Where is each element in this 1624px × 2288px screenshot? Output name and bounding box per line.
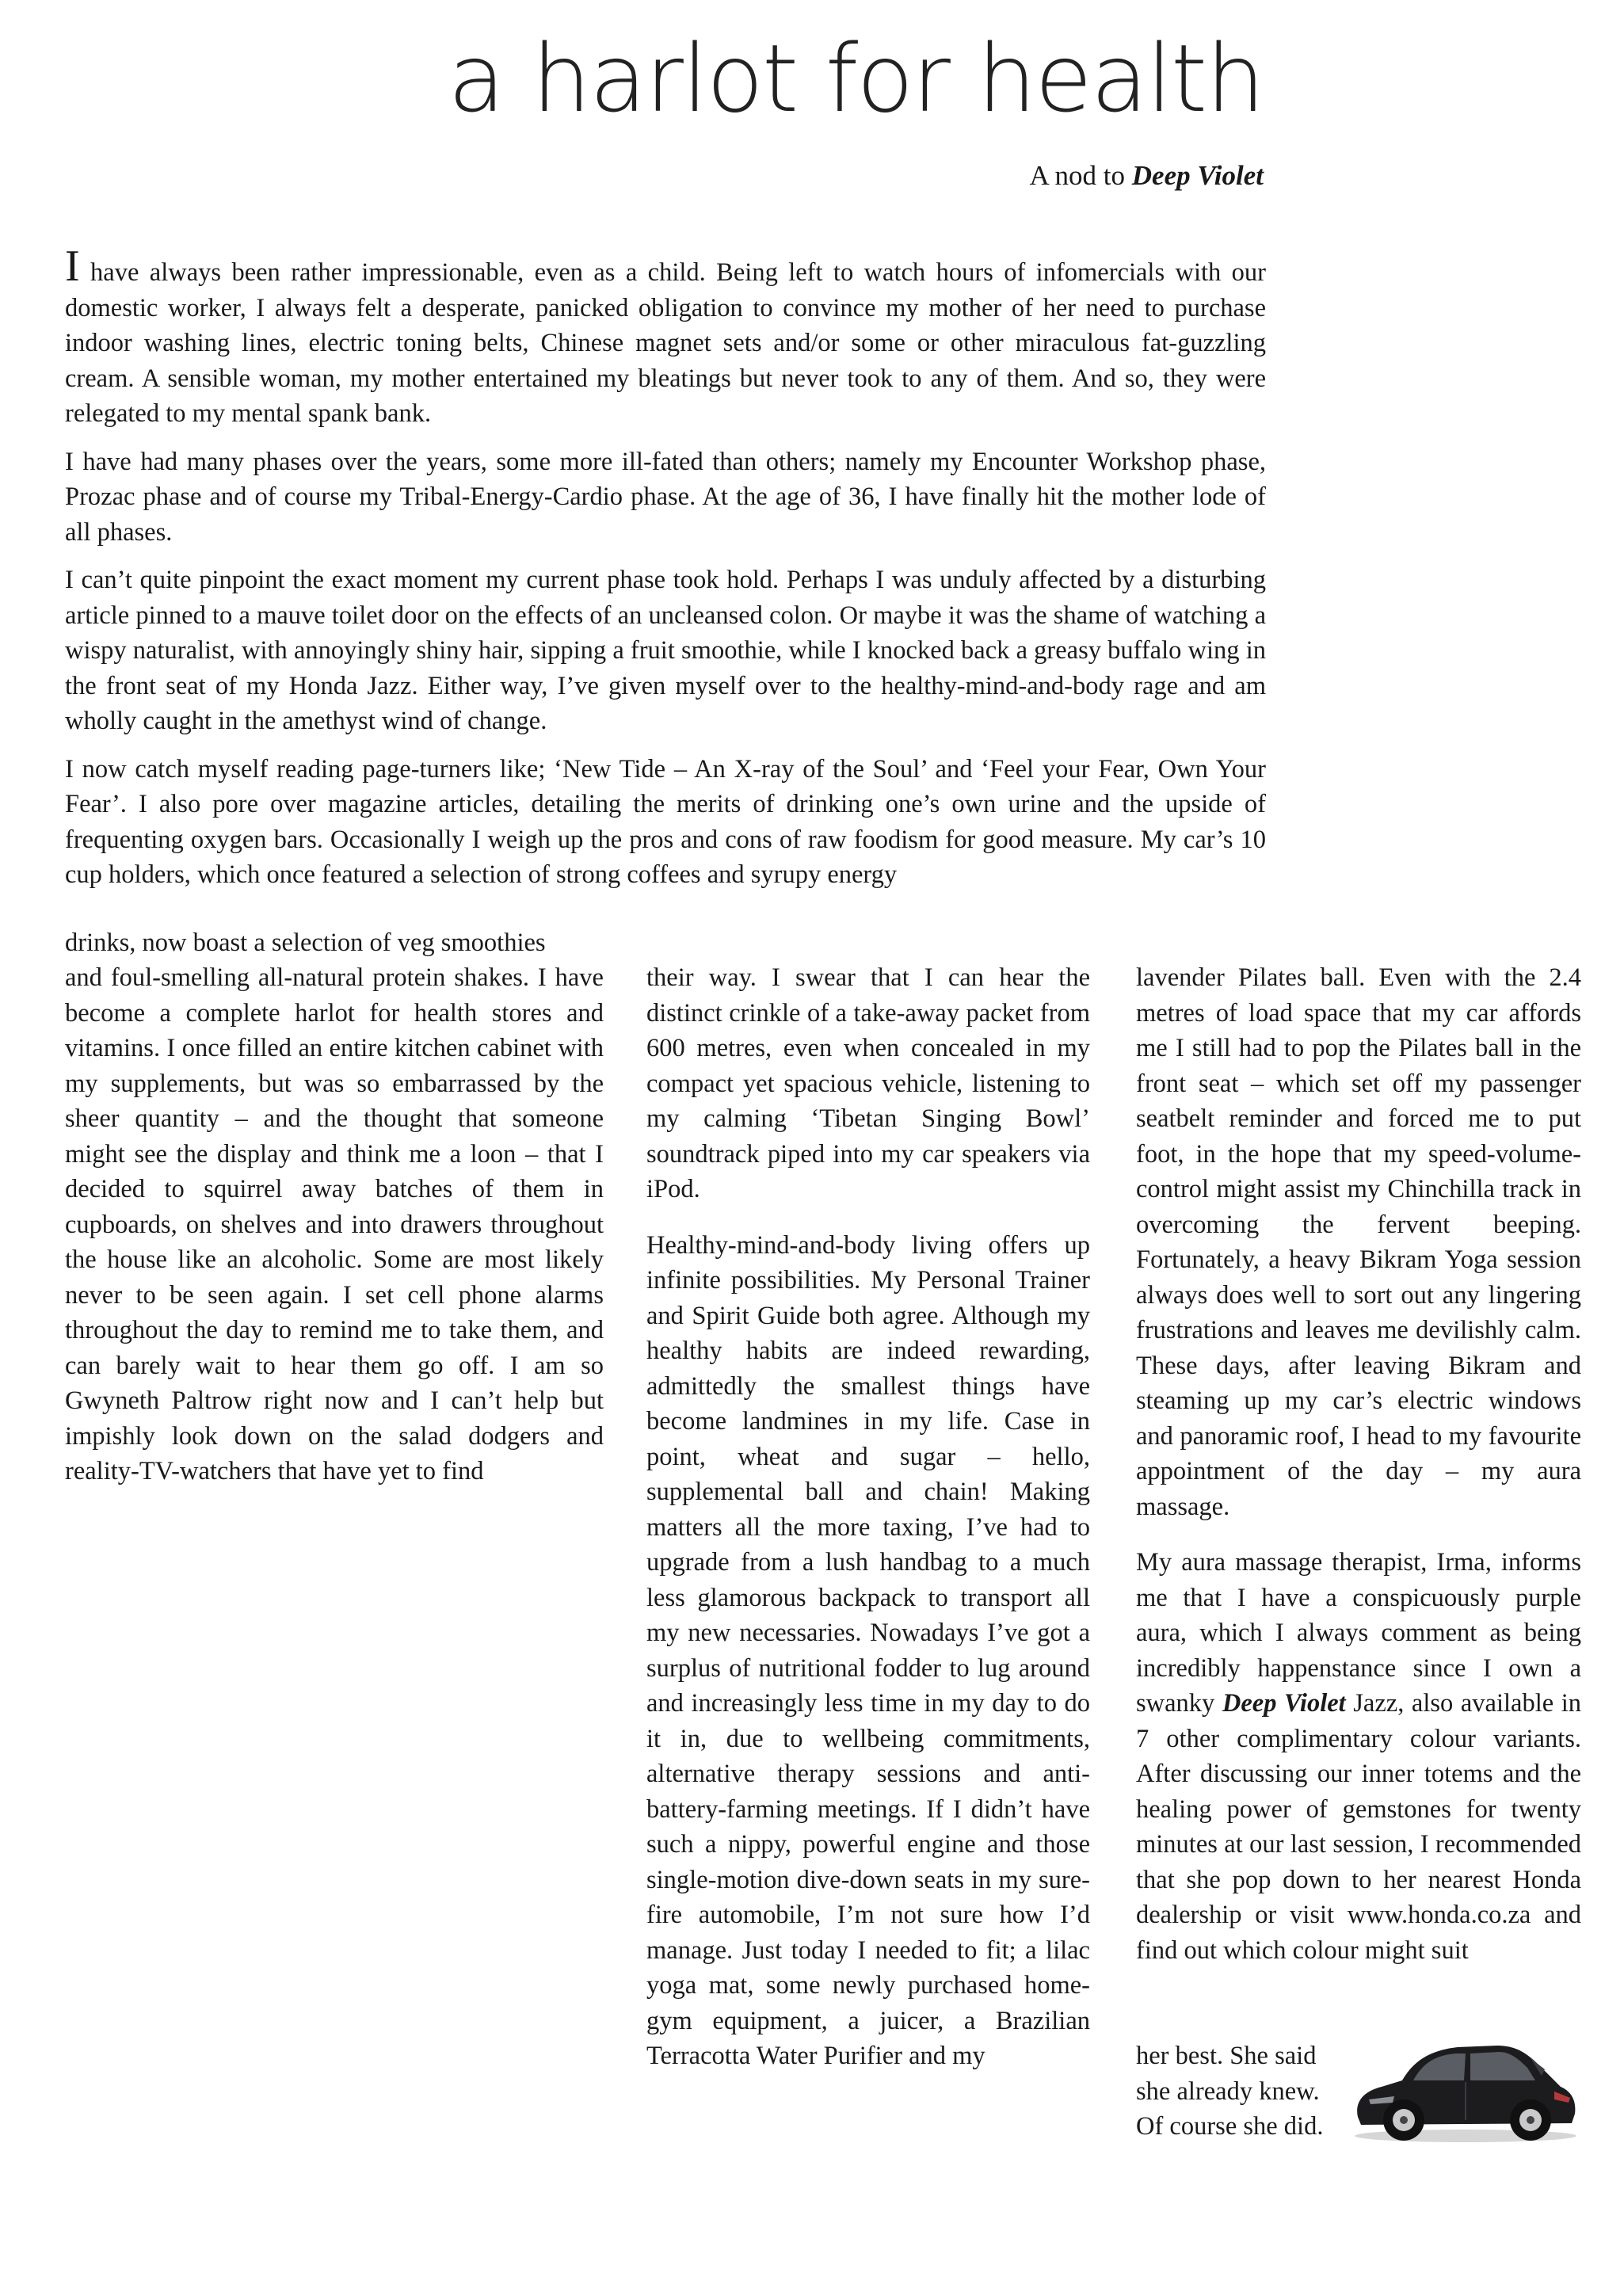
column-2-paragraph-2: Healthy-mind-and-body living offers up infinite possibilities. My Personal Trainer and Spirit Guide both agree. Although my healthy habits are indeed rewarding, admittedly the smallest things have become landmines in my life. Case in point, wheat and sugar – hello, supplemental ball and chain! Making matters all the more taxing, I’ve had to upgrade from a lush handbag to a much less glamorous backpack to transport all my new necessaries. Nowadays I’ve got a surplus of nutritional fodder to lug around and increasingly less time in my day to do it in, due to wellbeing commitments, alternative therapy sessions and anti-battery-farming meetings. If I didn’t have such a nippy, powerful engine and those single-motion dive-down seats in my sure-fire automobile, I’m not sure how I’d manage. Just today I needed to fit; a lilac yoga mat, some newly purchased home-gym equipment, a juicer, a Brazilian Terracotta Water Purifier and my (646, 1230, 1090, 2070)
intro-paragraph-2: I have had many phases over the years, some more ill-fated than others; namely my Encounter Workshop phase, Prozac phase and of course my Tribal-Energy-Cardio phase. At the age of 36, I have finally hit the mother lode of all phases. (65, 447, 1266, 547)
intro-paragraph-1-text: have always been rather impressionable, even as a child. Being left to watch hours of infomercials with our domestic worker, I always felt a desperate, panicked obligation to convince my mother of her need to purchase indoor washing lines, electric toning belts, Chinese magnet sets and/or some or other miraculous fat-guzzling cream. A sensible woman, my mother entertained my bleatings but never took to any of them. And so, they were relegated to my mental spank bank. (65, 258, 1266, 428)
intro-paragraph-1 (65, 242, 1266, 432)
car-illustration (1347, 2034, 1581, 2145)
column-1-paragraph: and foul-smelling all-natural protein shakes. I have become a complete harlot for health stores and vitamins. I once filled an entire kitchen cabinet with my supplements, but was so embarrassed by the sheer quantity – and the thought that someone might see the display and think me a loon – that I decided to squirrel away batches of them in cupboards, on shelves and into drawers throughout the house like an alcoholic. Some are most likely never to be seen again. I set cell phone alarms throughout the day to remind me to take them, and can barely wait to hear them go off. I am so Gwyneth Paltrow right now and I can’t help but impishly look down on the salad dodgers and reality-TV-watchers that have yet to find (65, 963, 604, 1485)
column-3-paragraph-1: lavender Pilates ball. Even with the 2.4 metres of load space that my car affords me I still had to pop the Pilates ball in the front seat – which set off my passenger seatbelt reminder and forced me to put foot, in the hope that my speed-volume-control might assist my Chinchilla track in overcoming the fervent beeping. Fortunately, a heavy Bikram Yoga session always does well to sort out any lingering frustrations and leaves me devilishly calm. These days, after leaving Bikram and steaming up my car’s electric windows and panoramic roof, I head to my favourite appointment of the day – my aura massage. (1136, 963, 1581, 1521)
column-2 (646, 960, 1090, 2095)
article-subtitle (1029, 160, 1264, 192)
car-icon (1347, 2034, 1581, 2145)
closing-line-1: her best. She said (1136, 2042, 1317, 2070)
column-2-paragraph-1: their way. I swear that I can hear the distinct crinkle of a take-away packet from 600 metres, even when concealed in my compact yet spacious vehicle, listening to my calming ‘Tibetan Singing Bowl’ soundtrack piped into my car speakers via iPod. (646, 963, 1090, 1203)
column-3 (1136, 960, 1581, 1989)
closing-lines (1136, 2038, 1350, 2145)
column-1 (65, 960, 604, 1510)
bridge-line: drinks, now boast a selection of veg smoothies (65, 929, 546, 957)
intro-paragraph-4: I now catch myself reading page-turners like; ‘New Tide – An X-ray of the Soul’ and ‘Feel your Fear, Own Your Fear’. I also pore over magazine articles, detailing the merits of drinking one’s own urine and the upside of frequenting oxygen bars. Occasionally I weigh up the pros and cons of raw foodism for good measure. My car’s 10 cup holders, which once featured a selection of strong coffees and syrupy energy (65, 754, 1266, 889)
subtitle-emphasis: Deep Violet (1131, 160, 1264, 191)
column-3-paragraph-2 (1136, 1545, 1581, 1968)
column-3-paragraph-2-b: Jazz, also available in 7 other complimentary colour variants. After discussing our inner totems and the healing power of gemstones for twenty minutes at our last session, I recommended that she pop down to her nearest Honda dealership or visit www.honda.co.za and find out which colour might suit (1136, 1689, 1582, 1965)
intro-paragraph-3: I can’t quite pinpoint the exact moment my current phase took hold. Perhaps I was unduly affected by a disturbing article pinned to a mauve toilet door on the effects of an uncleansed colon. Or maybe it was the shame of watching a wispy naturalist, with annoyingly shiny hair, sipping a fruit smoothie, while I knocked back a greasy buffalo wing in the front seat of my Honda Jazz. Either way, I’ve given myself over to the healthy-mind-and-body rage and am wholly caught in the amethyst wind of change. (65, 566, 1266, 735)
column-3-paragraph-2-a: My aura massage therapist, Irma, informs me that I have a conspicuously purple aura, which I always comment as being incredibly happenstance since I own a swanky (1136, 1548, 1581, 1718)
article-title: a harlot for health (448, 24, 1264, 133)
inline-emphasis: Deep Violet (1222, 1689, 1346, 1718)
intro-text (65, 242, 1266, 893)
closing-line-2: she already knew. (1136, 2076, 1320, 2106)
closing-line-3: Of course she did. (1136, 2112, 1324, 2141)
subtitle-prefix: A nod to (1029, 160, 1132, 191)
drop-cap: I (65, 242, 80, 291)
